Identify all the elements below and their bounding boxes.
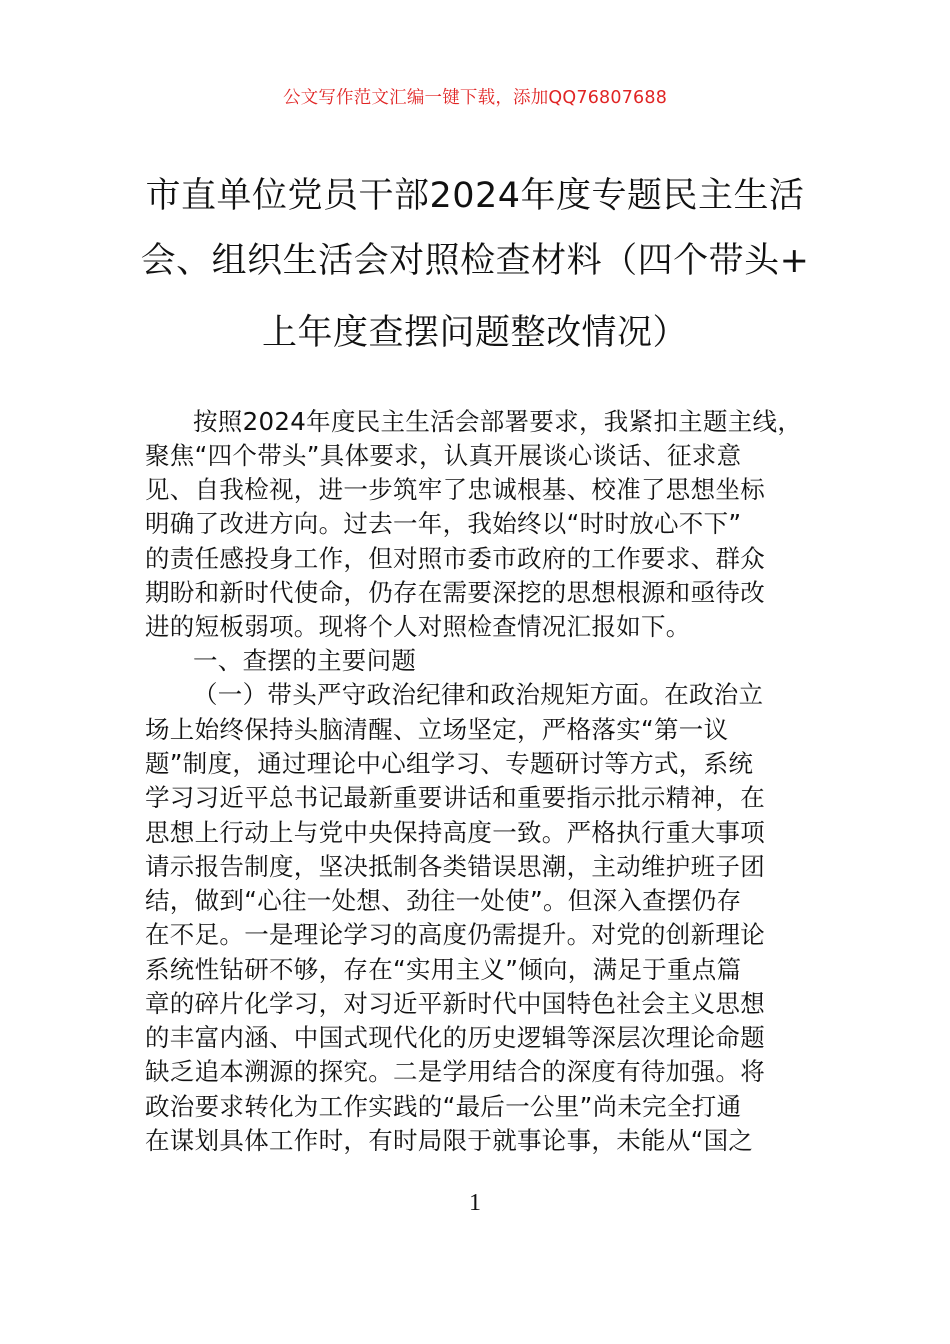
title-line-1: 市直单位党员干部2024年度专题民主生活 bbox=[145, 176, 805, 216]
title-line-3: 上年度查摆问题整改情况） bbox=[261, 313, 688, 353]
body-line: 场上始终保持头脑清醒、立场坚定，严格落实“第一议 bbox=[145, 715, 729, 744]
body-line: 聚焦“四个带头”具体要求，认真开展谈心谈话、征求意 bbox=[145, 441, 742, 470]
subsection-heading-line: （一）带头严守政治纪律和政治规矩方面。在政治立 bbox=[193, 680, 764, 709]
body-line: 请示报告制度，坚决抵制各类错误思潮，主动维护班子团 bbox=[145, 852, 765, 881]
body-line: 在不足。一是理论学习的高度仍需提升。对党的创新理论 bbox=[145, 920, 765, 949]
body-line: 思想上行动上与党中央保持高度一致。严格执行重大事项 bbox=[145, 818, 765, 847]
body-line: 期盼和新时代使命，仍存在需要深挖的思想根源和亟待改 bbox=[145, 578, 765, 607]
page-number: 1 bbox=[469, 1190, 481, 1216]
body-line: 政治要求转化为工作实践的“最后一公里”尚未完全打通 bbox=[145, 1092, 742, 1121]
body-line: 按照2024年度民主生活会部署要求，我紧扣主题主线， bbox=[193, 407, 803, 436]
body-line: 结，做到“心往一处想、劲往一处使”。但深入查摆仍存 bbox=[145, 886, 742, 915]
title-line-2: 会、组织生活会对照检查材料（四个带头+ bbox=[140, 241, 810, 281]
body-line: 缺乏追本溯源的探究。二是学用结合的深度有待加强。将 bbox=[145, 1057, 765, 1086]
body-line: 明确了改进方向。过去一年，我始终以“时时放心不下” bbox=[145, 509, 742, 538]
body-line: 题”制度，通过理论中心组学习、专题研讨等方式，系统 bbox=[145, 749, 754, 778]
body-line: 的责任感投身工作，但对照市委市政府的工作要求、群众 bbox=[145, 544, 765, 573]
body-line: 在谋划具体工作时，有时局限于就事论事，未能从“国之 bbox=[145, 1126, 754, 1155]
body-line: 章的碎片化学习，对习近平新时代中国特色社会主义思想 bbox=[145, 989, 765, 1018]
body-line: 进的短板弱项。现将个人对照检查情况汇报如下。 bbox=[145, 612, 691, 641]
body-line: 的丰富内涵、中国式现代化的历史逻辑等深层次理论命题 bbox=[145, 1023, 765, 1052]
download-banner: 公文写作范文汇编一键下载，添加QQ76807688 bbox=[282, 88, 668, 108]
body-line: 学习习近平总书记最新重要讲话和重要指示批示精神，在 bbox=[145, 783, 765, 812]
section-heading: 一、查摆的主要问题 bbox=[193, 646, 417, 675]
body-line: 系统性钻研不够，存在“实用主义”倾向，满足于重点篇 bbox=[145, 955, 742, 984]
body-line: 见、自我检视，进一步筑牢了忠诚根基、校准了思想坐标 bbox=[145, 475, 765, 504]
